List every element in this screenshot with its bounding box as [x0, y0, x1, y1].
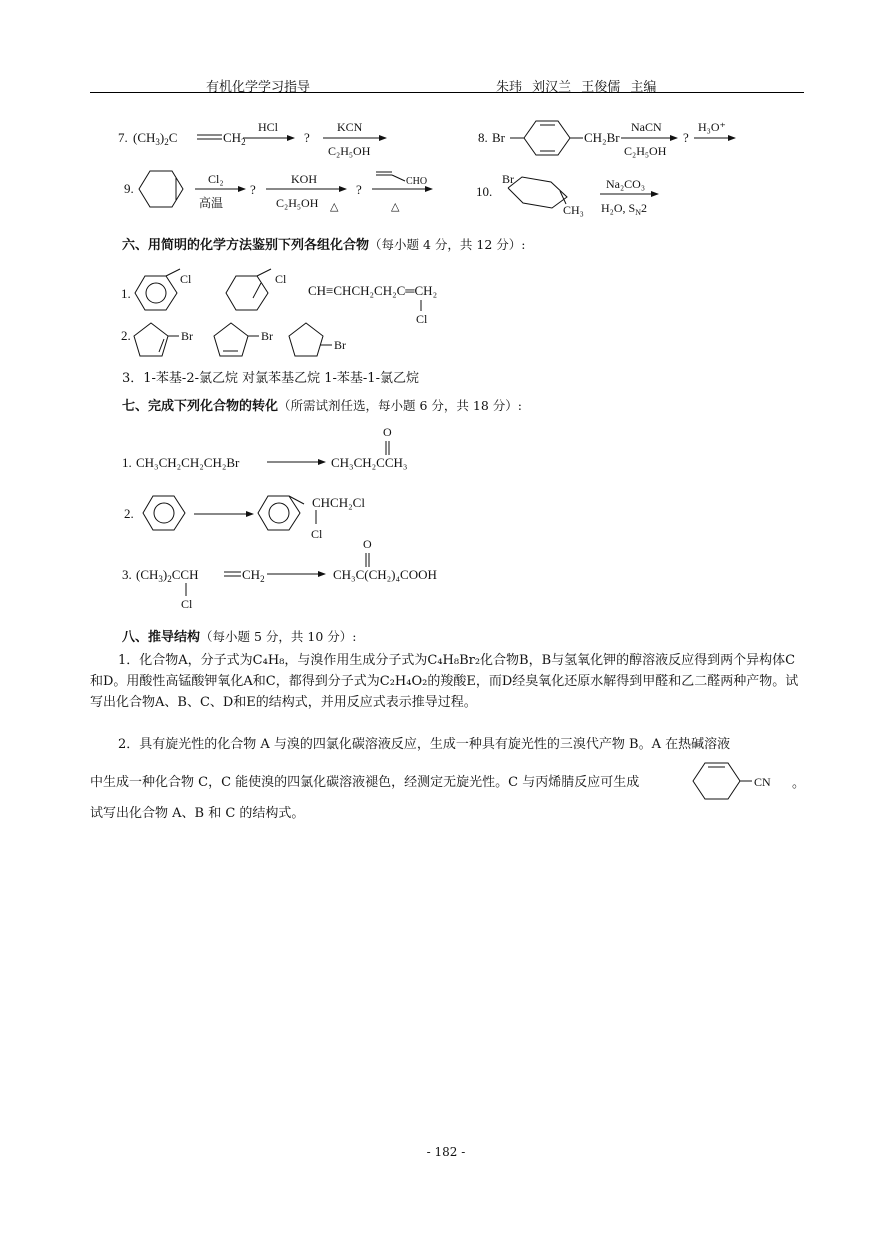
section7-title: 七、完成下列化合物的转化 [122, 399, 279, 414]
section7-item1 [122, 425, 407, 470]
s7-item2-product: CHCH₂Cl [312, 495, 365, 510]
s7-item1-product: CH₃CH₂CCH₃ [331, 455, 408, 470]
reaction-10-ch3: CH₃ [563, 203, 584, 217]
chlorocyclohexene-icon [226, 269, 271, 310]
s6-item2-br-a: Br [181, 329, 193, 343]
benzene-start-icon [143, 496, 185, 530]
s7-item1-number: 1. [122, 455, 132, 470]
cyclohexane-chair-icon [508, 177, 567, 208]
section6-item1 [121, 269, 437, 326]
reaction-8-br: Br [492, 130, 505, 145]
authors: 朱玮 刘汉兰 王俊儒 主编 [496, 80, 657, 95]
s6-item1-chain-cl: Cl [416, 312, 428, 326]
cyclohexene-ring-icon [139, 171, 183, 207]
s7-item3-number: 3. [122, 567, 132, 582]
reaction-7-intermediate: ? [304, 130, 310, 145]
s8-paragraph-2-line3: 试写出化合物 A、B 和 C 的结构式。 [90, 806, 305, 821]
s8-cn: CN [754, 775, 771, 789]
bromocyclopentene-3-icon [214, 323, 259, 356]
s7-item2-number: 2. [124, 506, 134, 521]
section7-item2 [124, 495, 365, 541]
reaction-9-cho: CHO [406, 176, 428, 187]
cyanocyclohexene-icon [693, 763, 752, 799]
section7-note: （所需试剂任选，每小题 6 分，共 18 分）: [278, 398, 522, 413]
s6-item1-cl-b: Cl [275, 272, 287, 286]
reaction-8-substituent: CH₂Br [584, 130, 620, 145]
s6-item1-number: 1. [121, 286, 131, 301]
reaction-7-reagent-2-top: KCN [337, 120, 363, 134]
reaction-9-reagent-2-bottom: C₂H₅OH [276, 196, 319, 210]
section8-title: 八、推导结构 [122, 630, 201, 645]
reaction-7-reagent-1: HCl [258, 120, 279, 134]
reaction-7-reagent-2-bottom: C₂H₅OH [328, 144, 371, 158]
section7-item3 [122, 537, 437, 611]
chlorobenzene-icon [135, 269, 180, 310]
s6-item1-cl-a: Cl [180, 272, 192, 286]
reaction-8-reagent-2: H₃O⁺ [698, 120, 726, 134]
reaction-9-reagent-1-bottom: 高温 [199, 196, 224, 210]
s8-paragraph-1: 1．化合物A，分子式为C₄H₈，与溴作用生成分子式为C₄H₈Br₂化合物B，B与氢氧化钾的醇溶液反应得到两个异构体C和D。用酸性高锰酸钾氧化A和C，都得到分子式为C₂H₄O₂的羧酸E，而D经臭氧化还原水解得到甲醛和乙二醛两种产物。试写出化合物A、B、C、D和E的结构式，并用反应式表示推导过程。 [90, 653, 799, 710]
section8-heading [122, 626, 356, 645]
s7-item3-cl: Cl [181, 597, 193, 611]
reaction-7-substrate: $(CH_3)_2C$ [133, 130, 178, 147]
s7-item1-start: CH₃CH₂CH₂CH₂Br [136, 455, 240, 470]
s7-item3-start-a: $(CH_3)_2CCH$ [136, 567, 199, 584]
s7-item3-product: CH₃C(CH₂)₄COOH [333, 567, 437, 582]
reaction-9-reagent-2-top: KOH [291, 172, 317, 186]
reaction-7-number: 7. [118, 130, 128, 145]
acrolein-structure-icon [376, 172, 405, 181]
reaction-9-intermediate-1: ? [250, 182, 256, 197]
reaction-8-reagent-top: NaCN [631, 120, 662, 134]
bromocyclopentene-1-icon [134, 323, 179, 356]
book-title: 有机化学学习指导 [206, 80, 311, 95]
s8-paragraph-2-line1: 2．具有旋光性的化合物 A 与溴的四氯化碳溶液反应，生成一种具有旋光性的三溴代产物 B。A 在热碱溶液 [118, 737, 731, 752]
reaction-9-heat: △ [330, 201, 339, 213]
s7-item3-oxygen: O [363, 537, 372, 551]
s6-item1-chain: CH≡CHCH₂CH₂C═CH₂ [308, 283, 438, 298]
reaction-8-number: 8. [478, 130, 488, 145]
reaction-9 [124, 171, 432, 213]
section7-heading [122, 395, 522, 414]
reaction-8 [478, 120, 735, 158]
page-number: - 182 - [426, 1145, 466, 1159]
reaction-10 [476, 172, 658, 217]
s7-item2-cl: Cl [311, 527, 323, 541]
reaction-10-br: Br [502, 172, 514, 186]
section6-note: （每小题 4 分，共 12 分）: [369, 237, 526, 252]
reaction-8-intermediate: ? [683, 130, 689, 145]
section6-title: 六、用简明的化学方法鉴别下列各组化合物 [122, 238, 370, 253]
s7-item3-start-b: $CH_2$ [242, 567, 265, 584]
s6-item2-br-b: Br [261, 329, 273, 343]
section6-item2 [121, 323, 346, 356]
section6-heading [122, 234, 525, 253]
benzene-ring-icon [524, 121, 570, 155]
benzene-product-icon [258, 496, 304, 530]
reaction-10-reagent-bottom: H₂O, $S_N2$ [601, 201, 647, 217]
section8-note: （每小题 5 分，共 10 分）: [200, 629, 357, 644]
s8-paragraph-2-line2: 中生成一种化合物 C，C 能使溴的四氯化碳溶液褪色，经测定无旋光性。C 与丙烯腈反应可生成 [90, 775, 640, 790]
bromocyclopentane-icon [289, 323, 332, 356]
reaction-7-substrate-end: $CH_2$ [223, 130, 246, 147]
reaction-9-reagent-1-top: Cl₂ [208, 172, 224, 186]
s8-period: 。 [792, 775, 806, 790]
reaction-9-intermediate-2: ? [356, 182, 362, 197]
reaction-10-reagent-top: Na₂CO₃ [606, 177, 646, 191]
reaction-10-number: 10. [476, 184, 493, 199]
reaction-9-number: 9. [124, 181, 134, 196]
s6-item3: 3．1-苯基-2-氯乙烷 对氯苯基乙烷 1-苯基-1-氯乙烷 [122, 371, 419, 386]
reaction-7 [118, 120, 386, 158]
s7-item1-oxygen: O [383, 425, 392, 439]
s6-item2-br-c: Br [334, 338, 346, 352]
reaction-8-reagent-bottom: C₂H₅OH [624, 144, 667, 158]
s6-item2-number: 2. [121, 328, 131, 343]
reaction-9-heat-2: △ [391, 201, 400, 213]
